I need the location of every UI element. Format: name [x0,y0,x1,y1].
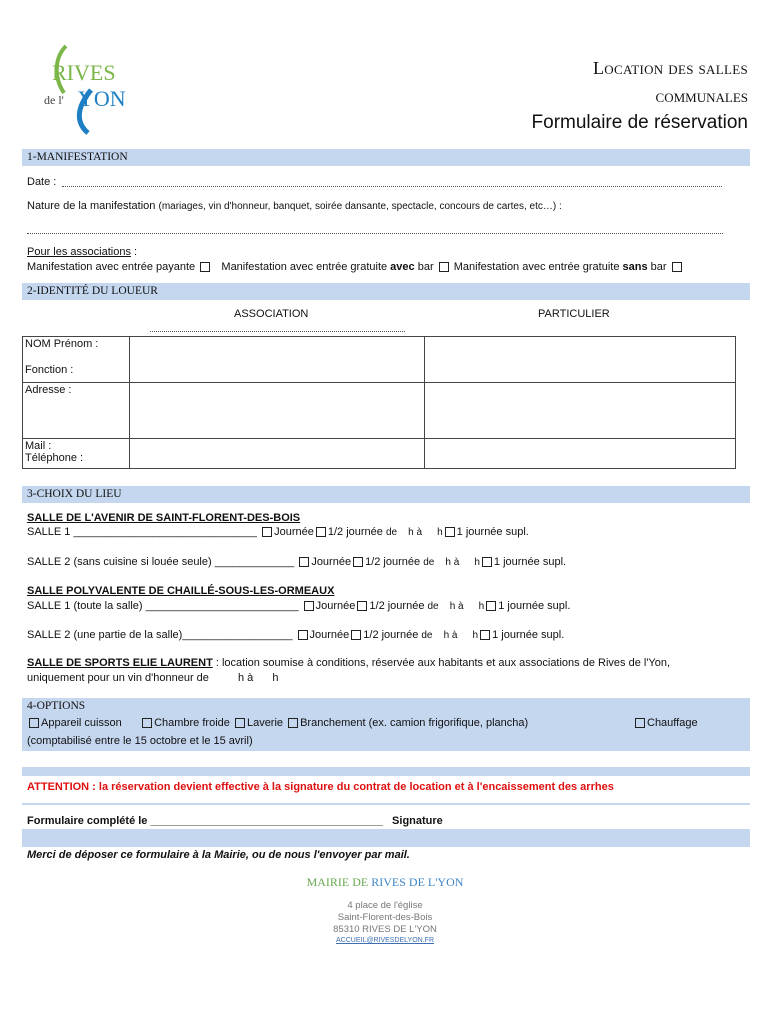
row-contact-label [23,439,130,469]
v2r1-h1: h à [449,601,464,612]
v2r1-demi: 1/2 journée [369,600,425,612]
label-telephone: Téléphone : [25,452,84,464]
venue3-line1 [27,657,670,669]
footer-mairie [0,875,770,890]
checkbox-v2r2-supl[interactable] [480,630,490,640]
venue2-row2 [27,629,564,641]
checkbox-v2r2-journee[interactable] [298,630,308,640]
checkbox-v1r2-journee[interactable] [299,557,309,567]
checkbox-v2r1-supl[interactable] [486,601,496,611]
v2r2-h1: h à [443,630,458,641]
logo-line1: RIVES [52,60,116,85]
checkbox-branchement[interactable] [288,718,298,728]
option-free-no-bar-bold: sans [622,261,648,273]
checkbox-v2r2-demi[interactable] [351,630,361,640]
v2r2-de: de [421,630,433,641]
options-row [27,717,528,729]
v1r2-de: de [423,557,435,568]
title-line3: Formulaire de réservation [531,112,748,133]
venue3-title: SALLE DE SPORTS ELIE LAURENT [27,657,213,669]
venue2-row2-label: SALLE 2 (une partie de la salle)__________________ [27,629,293,641]
section3-heading: 3-CHOIX DU LIEU [22,486,750,503]
completed-date-field[interactable]: ______________________________________ [150,815,383,827]
venue1-row1-label: SALLE 1 ______________________________ [27,526,258,538]
v2r1-journee: Journée [315,600,356,612]
completed-row [27,815,443,827]
date-field[interactable] [62,186,722,187]
footer-address1: 4 place de l'église [347,900,423,911]
opt-chauffage: Chauffage [647,717,698,729]
v2r2-journee: Journée [309,629,350,641]
opt-branchement: Branchement (ex. camion frigorifique, plancha) [300,717,529,729]
completed-label: Formulaire complété le [27,815,148,827]
v2r2-supl: 1 journée supl. [492,629,565,641]
v1r1-journee: Journée [274,526,314,538]
mairie-post: RIVES DE L'YON [371,875,464,889]
checkbox-v1r2-supl[interactable] [482,557,492,567]
v1r1-demi: 1/2 journée [327,526,383,538]
col-particulier: PARTICULIER [538,308,610,320]
rives-de-lyon-logo [36,38,136,138]
opt-laverie: Laverie [246,717,284,729]
checkbox-chambre-froide[interactable] [142,718,152,728]
title-line2: communales [655,86,748,106]
nature-row [27,200,562,212]
venue2-row1 [27,600,570,612]
checkbox-appareil-cuisson[interactable] [29,718,39,728]
mairie-pre: MAIRIE DE [306,875,372,889]
label-mail: Mail : [25,440,52,452]
association-divider [150,331,405,332]
particulier-contact-cell[interactable] [425,439,736,469]
option-free-with-bar-post: bar [414,261,434,273]
v1r2-supl: 1 journée supl. [493,556,567,568]
v2r1-supl: 1 journée supl. [498,600,571,612]
opt-chambre-froide: Chambre froide [154,717,230,729]
v2r2-h2: h [472,630,479,641]
v1r2-h1: h à [445,557,460,568]
checkbox-v1r2-demi[interactable] [353,557,363,567]
venue1-row2 [27,556,566,568]
section1-heading: 1-MANIFESTATION [22,149,750,166]
opt-appareil-cuisson: Appareil cuisson [41,717,122,729]
opt-chauffage-wrap [633,717,698,729]
venue1-row1 [27,526,529,538]
checkbox-paid-entry[interactable] [200,262,210,272]
assoc-row [27,246,137,258]
particulier-name-cell[interactable] [425,337,736,383]
venue3-line2-text: uniquement pour un vin d'honneur de [27,672,209,684]
venue3-h1: h à [237,672,254,684]
checkbox-chauffage[interactable] [635,718,645,728]
label-adresse: Adresse : [23,383,130,439]
nature-field[interactable] [27,233,723,234]
col-association: ASSOCIATION [234,308,309,320]
checkbox-v2r1-journee[interactable] [304,601,314,611]
footer-address3: 85310 RIVES DE L'YON [333,924,437,935]
association-address-cell[interactable] [130,383,425,439]
checkbox-laverie[interactable] [235,718,245,728]
logo-line2: YON [78,86,126,111]
venue2-row1-label: SALLE 1 (toute la salle) _________________________ [27,600,299,612]
v1r1-h1: h à [408,527,423,538]
venue3-text: : location soumise à conditions, réservée aux habitants et aux associations de Rives de l'Yon, [212,657,671,669]
v2r1-de: de [427,601,439,612]
v1r1-de: de [385,527,398,538]
particulier-address-cell[interactable] [425,383,736,439]
logo-line2-prefix: de l' [44,93,64,107]
date-label: Date : [27,176,57,188]
footer-email-link[interactable]: ACCUEIL@RIVESDELYON.FR [336,937,434,944]
assoc-label: Pour les associations [27,246,131,258]
venue1-title: SALLE DE L'AVENIR DE SAINT-FLORENT-DES-BOIS [27,512,301,524]
v1r2-journee: Journée [311,556,352,568]
loueur-table [22,336,736,469]
option-free-with-bar-pre: Manifestation avec entrée gratuite [221,261,391,273]
footer-address2: Saint-Florent-des-Bois [337,912,433,923]
options-note: (comptabilisé entre le 15 octobre et le 15 avril) [27,735,253,747]
nature-label: Nature de la manifestation [27,200,156,212]
deposit-note: Merci de déposer ce formulaire à la Mairie, ou de nous l'envoyer par mail. [27,849,410,861]
label-nom-prenom: NOM Prénom : [25,338,99,350]
signature-label: Signature [392,815,443,827]
attention-text: ATTENTION : la réservation devient effective à la signature du contrat de location et à l'encaissement des arrhes [27,781,614,793]
option-free-no-bar-post: bar [647,261,667,273]
venue2-title: SALLE POLYVALENTE DE CHAILLÉ-SOUS-LES-ORMEAUX [27,585,335,597]
assoc-suffix: : [130,246,138,258]
nature-hint: (mariages, vin d'honneur, banquet, soirée dansante, spectacle, concours de cartes, etc…) : [158,201,562,212]
v1r2-h2: h [474,557,480,568]
section2-heading: 2-IDENTITÉ DU LOUEUR [22,283,750,300]
checkbox-v2r1-demi[interactable] [357,601,367,611]
checkbox-v1r1-supl[interactable] [445,527,455,537]
label-fonction: Fonction : [25,364,74,376]
v2r2-demi: 1/2 journée [363,629,419,641]
checkbox-free-no-bar[interactable] [672,262,682,272]
v1r2-demi: 1/2 journée [365,556,421,568]
checkbox-free-with-bar[interactable] [439,262,449,272]
association-contact-cell[interactable] [130,439,425,469]
venue1-row2-label: SALLE 2 (sans cuisine si louée seule) _____________ [27,556,295,568]
venue3-line2 [27,672,278,684]
row-name-label [23,337,130,383]
v1r1-h2: h [437,527,443,538]
option-free-no-bar-pre: Manifestation avec entrée gratuite [453,261,623,273]
association-name-cell[interactable] [130,337,425,383]
assoc-options [27,261,684,273]
section4-heading: 4-OPTIONS [22,698,750,715]
venue3-h2: h [272,672,279,684]
v1r1-supl: 1 journée supl. [456,526,529,538]
checkbox-v1r1-demi[interactable] [316,527,326,537]
checkbox-v1r1-journee[interactable] [262,527,272,537]
title-line1: Location des salles [593,58,748,78]
option-paid-entry: Manifestation avec entrée payante [27,261,196,273]
v2r1-h2: h [478,601,485,612]
option-free-with-bar-bold: avec [390,261,415,273]
